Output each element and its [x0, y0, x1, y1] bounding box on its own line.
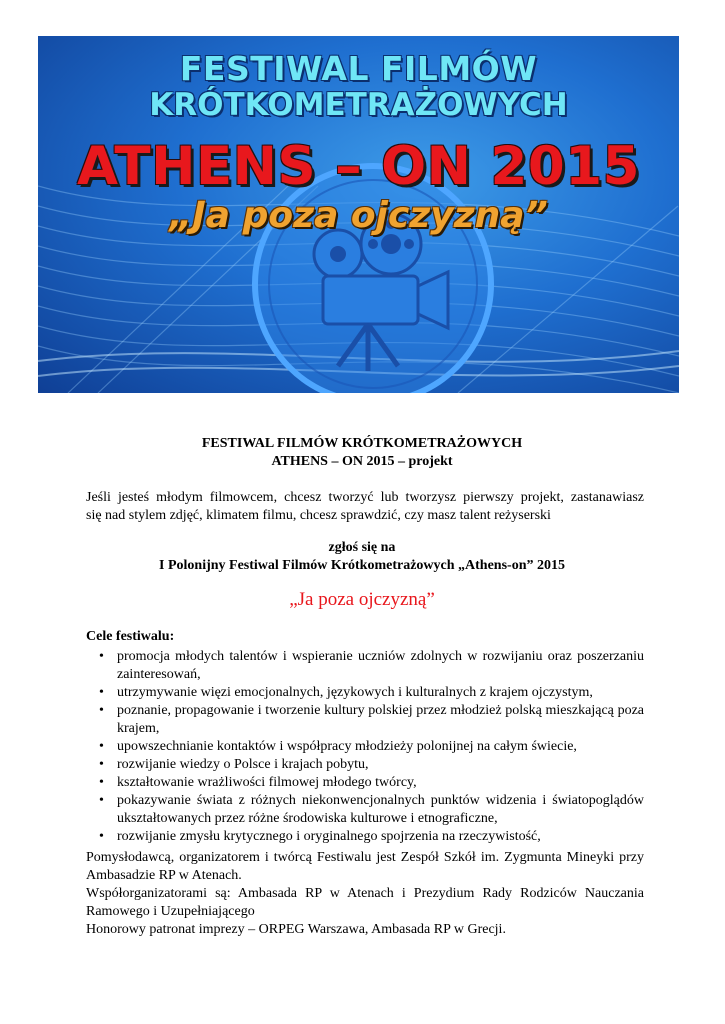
banner-event-name: ATHENS – ON 2015	[77, 136, 640, 197]
goals-title: Cele festiwalu:	[86, 629, 175, 644]
goal-text: pokazywanie świata z różnych niekonwencjonalnych punktów widzenia i światopoglądów ukształtowanych przez różne środowiska kulturowe i etnograficzne,	[117, 793, 644, 826]
intro-line-1: Jeśli jesteś młodym filmowcem, chcesz tworzyć lub tworzysz pierwszy projekt, zastanawiasz	[86, 490, 644, 505]
goals-list	[86, 648, 644, 846]
bullet-icon: •	[99, 757, 104, 772]
goal-text: kształtowanie wrażliwości filmowej młodego twórcy,	[117, 775, 417, 790]
banner-motto: „Ja poza ojczyzną”	[169, 195, 548, 236]
bullet-icon: •	[99, 703, 104, 718]
coorganizers-paragraph: Współorganizatorami są: Ambasada RP w Atenach i Prezydium Rady Rodziców Nauczania Ramowego i Uzupełniającego	[86, 886, 644, 919]
list-item	[86, 774, 644, 792]
list-item	[86, 702, 644, 738]
list-item	[86, 684, 644, 702]
goal-text: upowszechnianie kontaktów i współpracy młodzieży polonijnej na całym świecie,	[117, 739, 577, 754]
bullet-icon: •	[99, 793, 104, 808]
goal-text: rozwijanie zmysłu krytycznego i oryginalnego spojrzenia na rzeczywistość,	[117, 829, 541, 844]
list-item	[86, 828, 644, 846]
goal-text: rozwijanie wiedzy o Polsce i krajach pobytu,	[117, 757, 369, 772]
bullet-icon: •	[99, 685, 104, 700]
bullet-icon: •	[99, 649, 104, 664]
list-item	[86, 648, 644, 684]
bullet-icon: •	[99, 775, 104, 790]
bullet-icon: •	[99, 739, 104, 754]
call-line-1: zgłoś się na	[328, 540, 396, 555]
organizer-paragraph: Pomysłodawcą, organizatorem i twórcą Festiwalu jest Zespół Szkół im. Zygmunta Mineyki przy Ambasadzie RP w Atenach.	[86, 850, 644, 883]
banner-title-line1: FESTIWAL FILMÓW	[179, 49, 538, 88]
festival-banner	[38, 36, 679, 393]
intro-line-2: się nad stylem zdjęć, klimatem filmu, chcesz sprawdzić, czy masz talent reżyserski	[86, 508, 551, 523]
patronage-paragraph: Honorowy patronat imprezy – ORPEG Warszawa, Ambasada RP w Grecji.	[86, 922, 506, 937]
list-item	[86, 792, 644, 828]
banner-title-line2: KRÓTKOMETRAŻOWYCH	[149, 87, 568, 123]
list-item	[86, 756, 644, 774]
goal-text: poznanie, propagowanie i tworzenie kultury polskiej przez młodzież polską mieszkającą poza krajem,	[117, 703, 644, 736]
list-item	[86, 738, 644, 756]
goal-text: utrzymywanie więzi emocjonalnych, językowych i kulturalnych z krajem ojczystym,	[117, 685, 593, 700]
call-line-2: I Polonijny Festiwal Filmów Krótkometrażowych „Athens-on” 2015	[159, 558, 565, 573]
document-title: FESTIWAL FILMÓW KRÓTKOMETRAŻOWYCH	[201, 436, 523, 451]
document-subtitle: ATHENS – ON 2015 – projekt	[271, 454, 453, 469]
motto-text: „Ja poza ojczyzną”	[289, 589, 435, 610]
goal-text: promocja młodych talentów i wspieranie uczniów zdolnych w rozwijaniu oraz poszerzaniu zainteresowań,	[117, 649, 644, 682]
bullet-icon: •	[99, 829, 104, 844]
